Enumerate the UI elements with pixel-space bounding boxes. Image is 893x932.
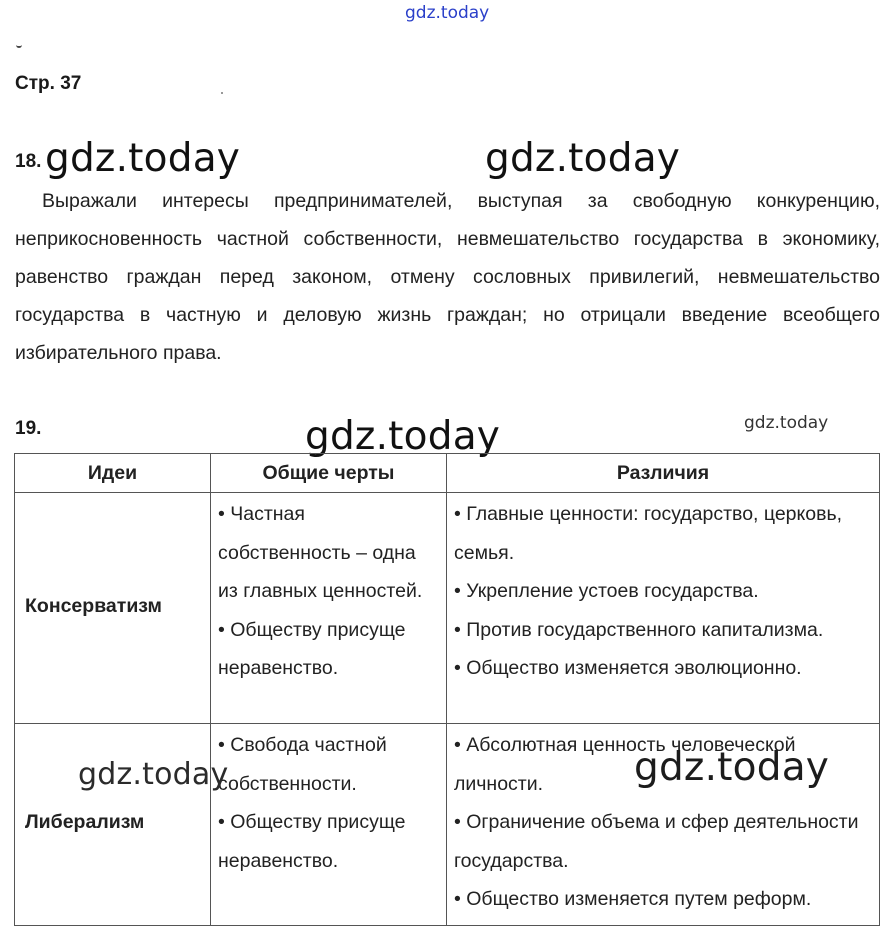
list-item: • Общество изменяется путем реформ. (454, 888, 812, 910)
scan-dot (221, 92, 223, 94)
list-item: • Укрепление устоев государства. (454, 580, 759, 602)
watermark-table-left: gdz.today (78, 757, 229, 792)
idea-conservatism: Консерватизм (15, 493, 211, 724)
answer-text: Выражали интересы предпринимателей, выступая за свободную конкуренцию, неприкосновенность частной собственности, невмешательство государства в экономику, равенство граждан перед законом, отмену сословных привилегий, невмешательство государства в частную и деловую жизнь граждан; но отрицали введение всеобщего избирательного права. (15, 190, 880, 364)
watermark-q19-small: gdz.today (744, 413, 829, 433)
list-item: • Свобода частной собственности. (218, 734, 387, 795)
table-header-row (15, 454, 880, 493)
list-item: • Главные ценности: государство, церковь, семья. (454, 503, 843, 564)
list-item: • Против государственного капитализма. (454, 618, 824, 641)
common-features-conservatism (211, 493, 447, 724)
list-item: • Ограничение объема и сфер деятельности государства. (454, 811, 859, 872)
list-item: • Абсолютная ценность человеческой личности. (454, 734, 796, 795)
watermark-q19-center: gdz.today (305, 414, 501, 459)
question-18-answer (15, 182, 880, 372)
header-common: Общие черты (211, 454, 447, 493)
list-item: • Обществу присуще неравенство. (218, 618, 406, 679)
watermark-q18-right: gdz.today (485, 136, 681, 181)
header-ideas: Идеи (15, 454, 211, 493)
watermark-q18-left: gdz.today (45, 136, 241, 181)
list-item: • Общество изменяется эволюционно. (454, 657, 802, 679)
question-19-number: 19. (15, 418, 42, 439)
page-label: Стр. 37 (15, 73, 82, 94)
list-item: • Обществу присуще неравенство. (218, 811, 406, 872)
watermark-top: gdz.today (405, 3, 490, 23)
header-differences: Различия (447, 454, 880, 493)
ideas-table (14, 453, 880, 926)
differences-conservatism (447, 493, 880, 724)
common-features-liberalism (211, 724, 447, 926)
table-row (15, 493, 880, 724)
list-item: • Частная собственность – одна из главных ценностей. (218, 503, 423, 602)
watermark-table-right: gdz.today (634, 745, 830, 790)
question-18-number: 18. (15, 151, 42, 172)
scan-mark (16, 40, 22, 48)
idea-liberalism: Либерализм (15, 724, 211, 926)
